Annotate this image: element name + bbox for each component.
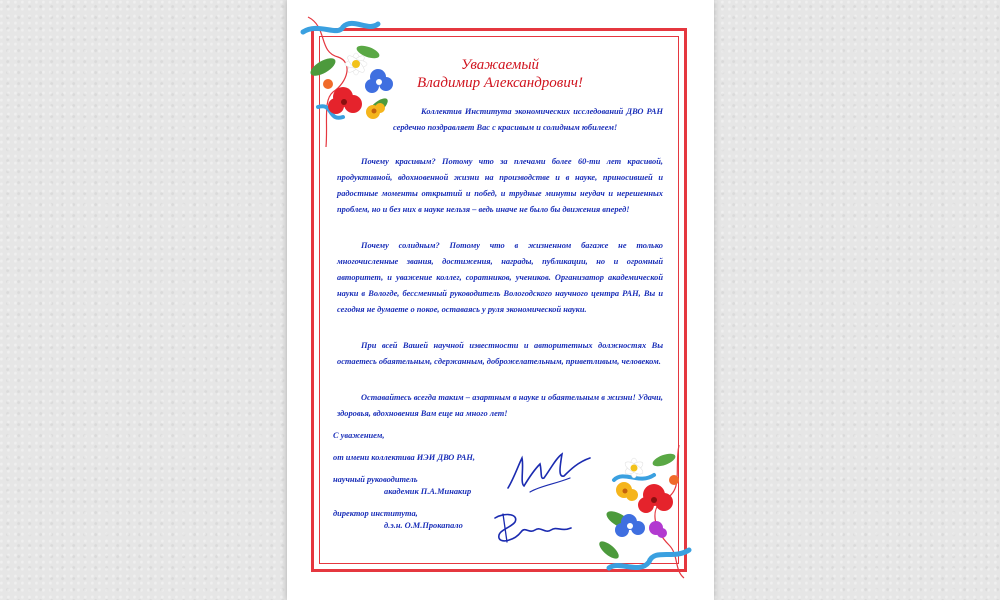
signature-prokapalo	[485, 508, 575, 553]
paragraph-beautiful: Почему красивым? Потому что за плечами более 60-ти лет красивой, продуктивной, вдохновенной жизни на производстве и в науке, приносившей и радостные моменты открытий и побед, и трудные минуты неудач и нерешенных проблем, но и без них в науке нельзя – ведь иначе не было бы движения вперед!	[337, 157, 663, 214]
salutation-line-1: Уважаемый	[460, 57, 540, 73]
salutation-line-2: Владимир Александрович!	[417, 75, 583, 91]
floral-decoration-bottom-right	[594, 440, 694, 580]
signature-minakir	[500, 448, 595, 503]
signer1-name: академик П.А.Минакир	[384, 487, 472, 496]
paragraph-congratulation: Коллектив Института экономических исследований ДВО РАН сердечно поздравляет Вас с красивым и солидным юбилеем!	[393, 107, 663, 132]
signer2-name: д.э.н. О.М.Прокапало	[384, 521, 463, 530]
signer2-role: директор института,	[333, 509, 418, 518]
signer1-role: научный руководитель	[333, 475, 418, 484]
paragraph-wishes: Оставайтесь всегда таким – азартным в науке и обаятельным в жизни! Удачи, здоровья, вдохновения Вам еще на много лет!	[337, 393, 663, 418]
on-behalf: от имени коллектива ИЭИ ДВО РАН,	[333, 453, 475, 462]
floral-decoration-top-left	[298, 12, 398, 152]
paragraph-solid: Почему солидным? Потому что в жизненном багаже не только многочисленные звания, достижения, награды, публикации, но и огромный авторитет, и уважение коллег, соратников, учеников. Организатор академической науки в Вологде, бессменный руководитель Вологодского научного центра РАН, Вы и сегодня не думаете о покое, оставаясь у руля экономической науки.	[337, 241, 663, 314]
closing: С уважением,	[333, 431, 385, 440]
paragraph-charm: При всей Вашей научной известности и авторитетных должностях Вы остаетесь обаятельным, сдержанным, доброжелательным, приветливым, человеком.	[337, 341, 663, 366]
